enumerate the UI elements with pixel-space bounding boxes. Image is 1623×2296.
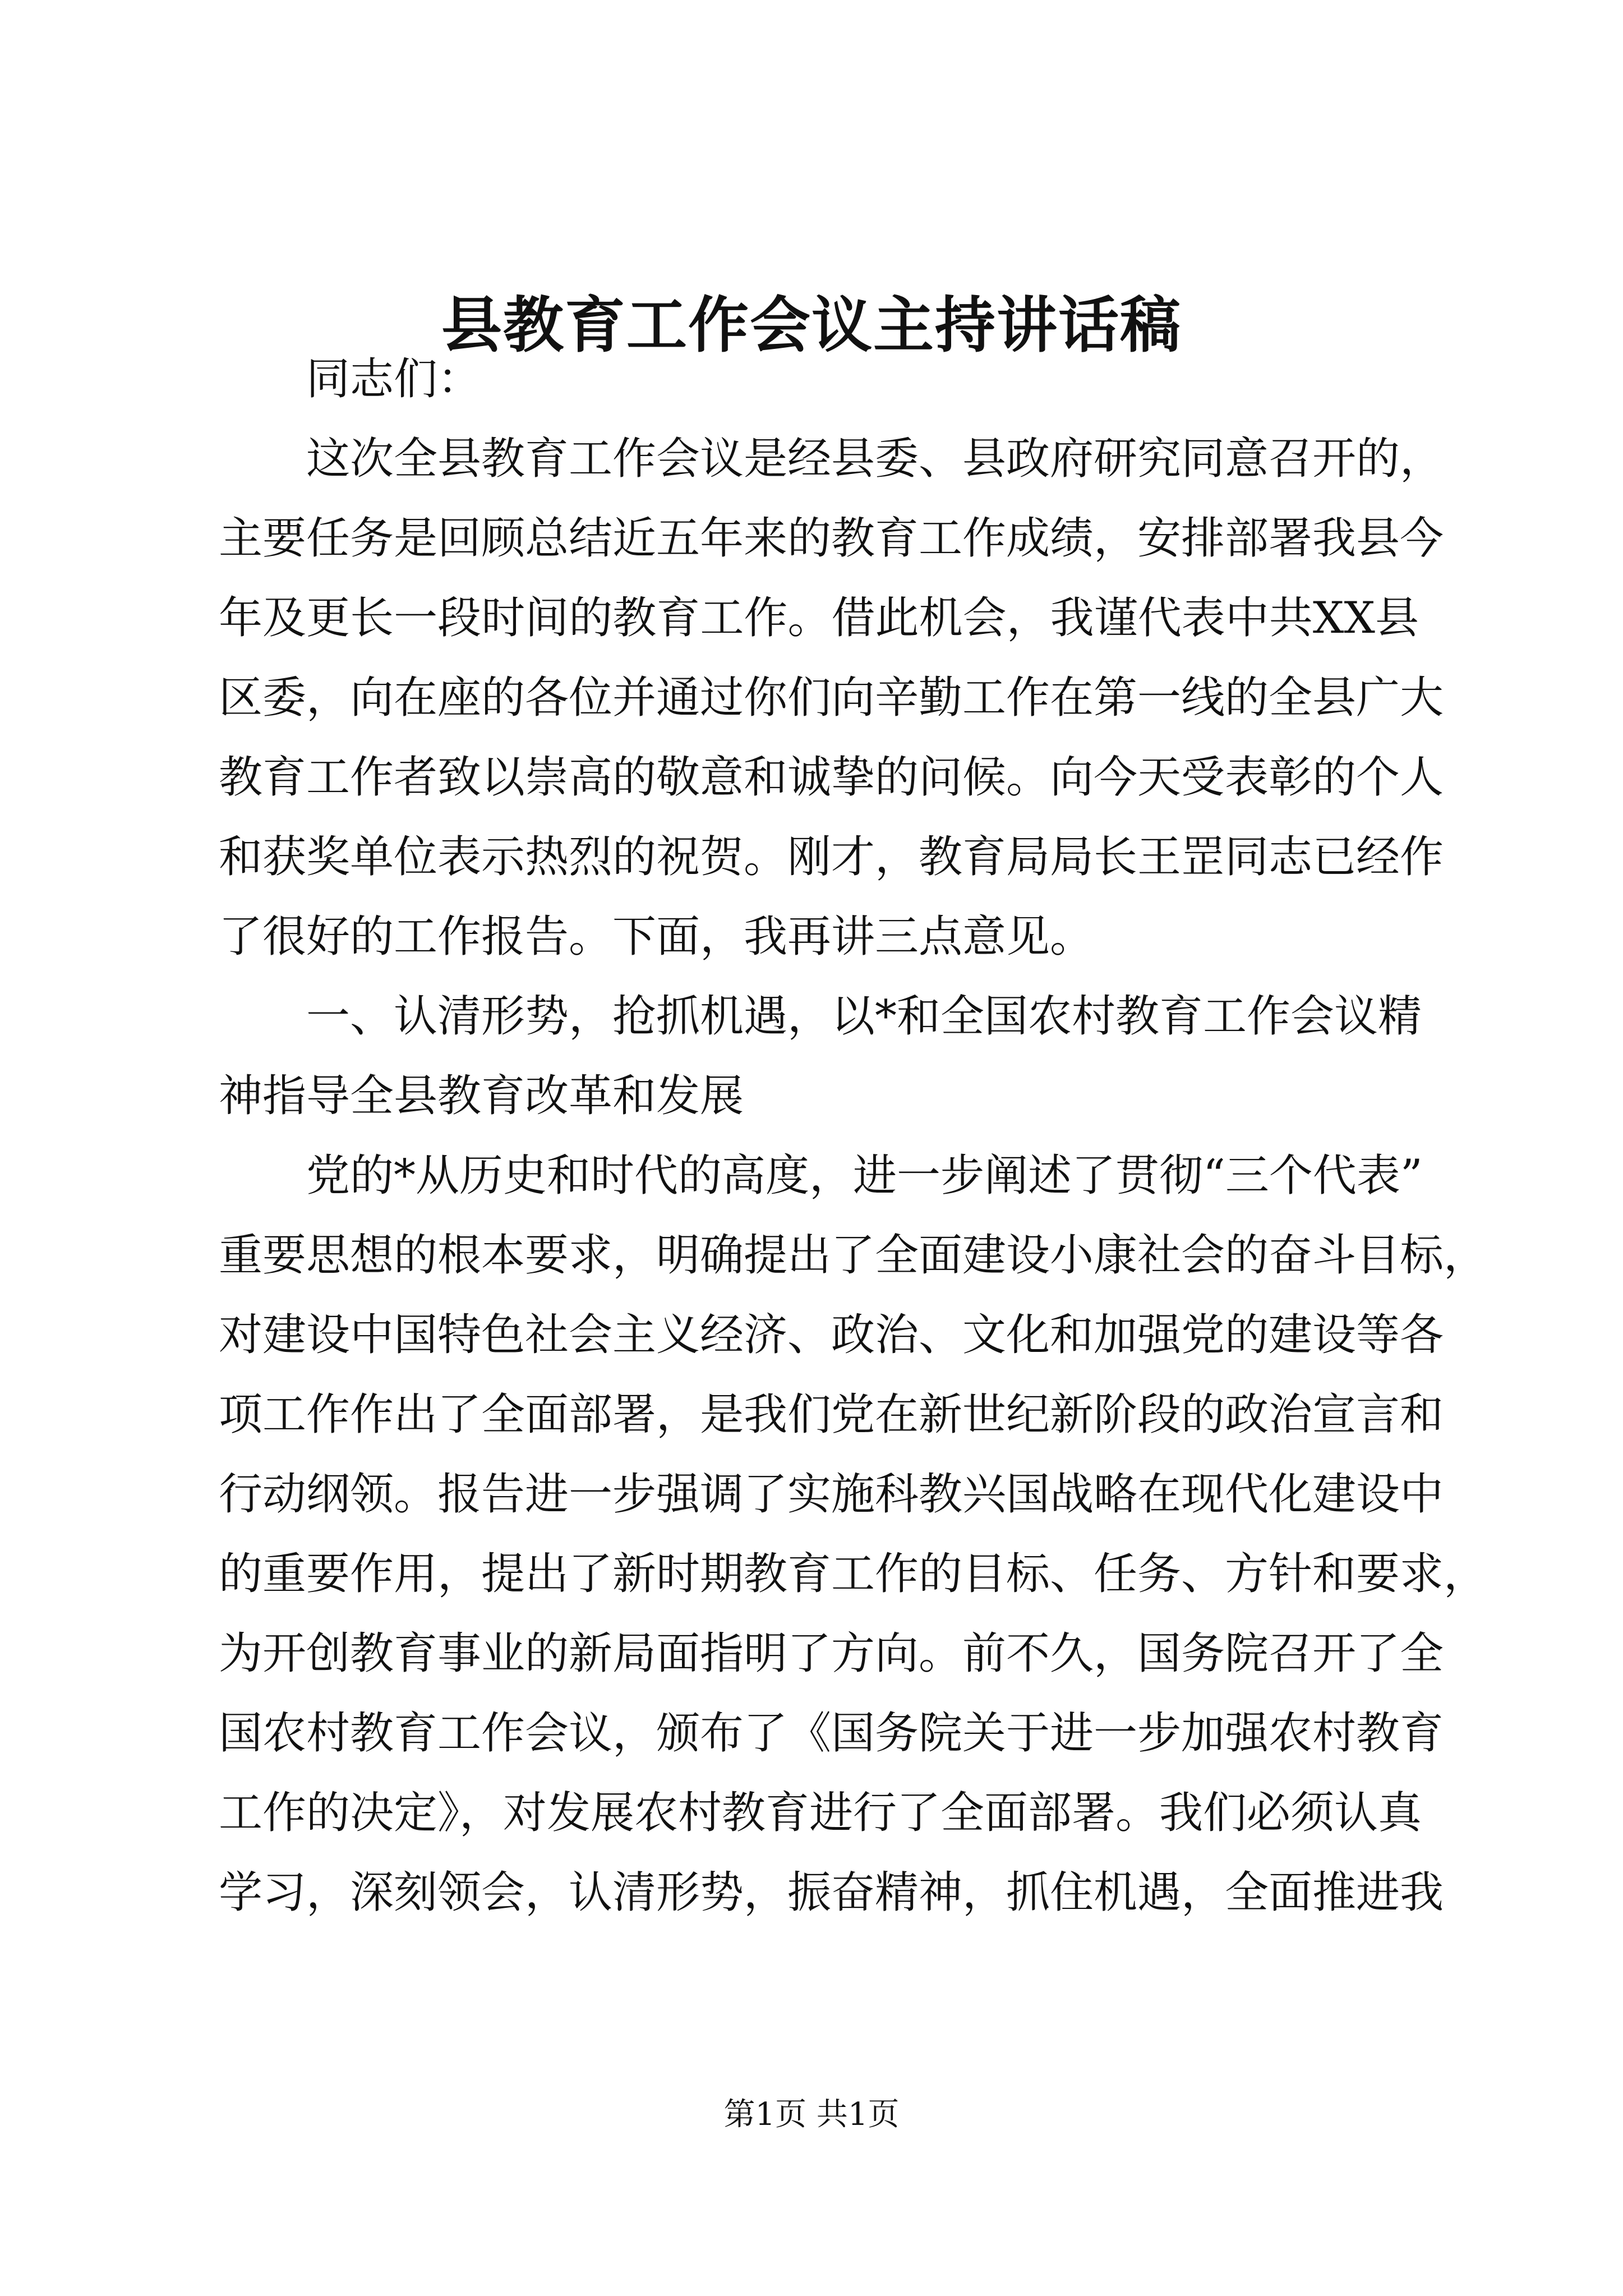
paragraph-line: 为开创教育事业的新局面指明了方向。前不久，国务院召开了全 xyxy=(219,1628,1444,1679)
paragraph-line: 和获奖单位表示热烈的祝贺。刚才，教育局局长王罡同志已经作 xyxy=(219,832,1444,882)
document-body xyxy=(219,339,1488,1932)
paragraph-line: 教育工作者致以崇高的敬意和诚挚的问候。向今天受表彰的个人 xyxy=(219,752,1444,803)
paragraph-line: 行动纲领。报告进一步强调了实施科教兴国战略在现代化建设中 xyxy=(219,1469,1444,1520)
paragraph-line: 区委，向在座的各位并通过你们向辛勤工作在第一线的全县广大 xyxy=(219,673,1444,723)
paragraph-line: 对建设中国特色社会主义经济、政治、文化和加强党的建设等各 xyxy=(219,1310,1444,1360)
paragraph-line: 项工作作出了全面部署，是我们党在新世纪新阶段的政治宣言和 xyxy=(219,1389,1444,1440)
paragraph-line: 重要思想的根本要求，明确提出了全面建设小康社会的奋斗目标， xyxy=(219,1230,1488,1281)
section-heading-line: 神指导全县教育改革和发展 xyxy=(219,1071,744,1121)
paragraph-line: 主要任务是回顾总结近五年来的教育工作成绩，安排部署我县今 xyxy=(219,513,1444,564)
document-title: 县教育工作会议主持讲话稿 xyxy=(441,290,1182,361)
section-heading-line: 一、认清形势，抢抓机遇，以*和全国农村教育工作会议精 xyxy=(306,991,1422,1042)
paragraph-line: 党的*从历史和时代的高度，进一步阐述了贯彻“三个代表” xyxy=(306,1151,1423,1201)
paragraph-line: 这次全县教育工作会议是经县委、县政府研究同意召开的， xyxy=(306,434,1444,484)
paragraph-line: 国农村教育工作会议，颁布了《国务院关于进一步加强农村教育 xyxy=(219,1708,1444,1759)
paragraph-line: 学习，深刻领会，认清形势，振奋精神，抓住机遇，全面推进我 xyxy=(219,1867,1444,1918)
salutation-line: 同志们： xyxy=(306,354,482,404)
paragraph-line: 年及更长一段时间的教育工作。借此机会，我谨代表中共XX县 xyxy=(219,593,1419,643)
paragraph-line: 的重要作用，提出了新时期教育工作的目标、任务、方针和要求， xyxy=(219,1549,1488,1599)
paragraph-line: 工作的决定》，对发展农村教育进行了全面部署。我们必须认真 xyxy=(219,1788,1422,1838)
page-footer: 第1页 共1页 xyxy=(723,2096,900,2133)
paragraph-line: 了很好的工作报告。下面，我再讲三点意见。 xyxy=(219,912,1094,962)
